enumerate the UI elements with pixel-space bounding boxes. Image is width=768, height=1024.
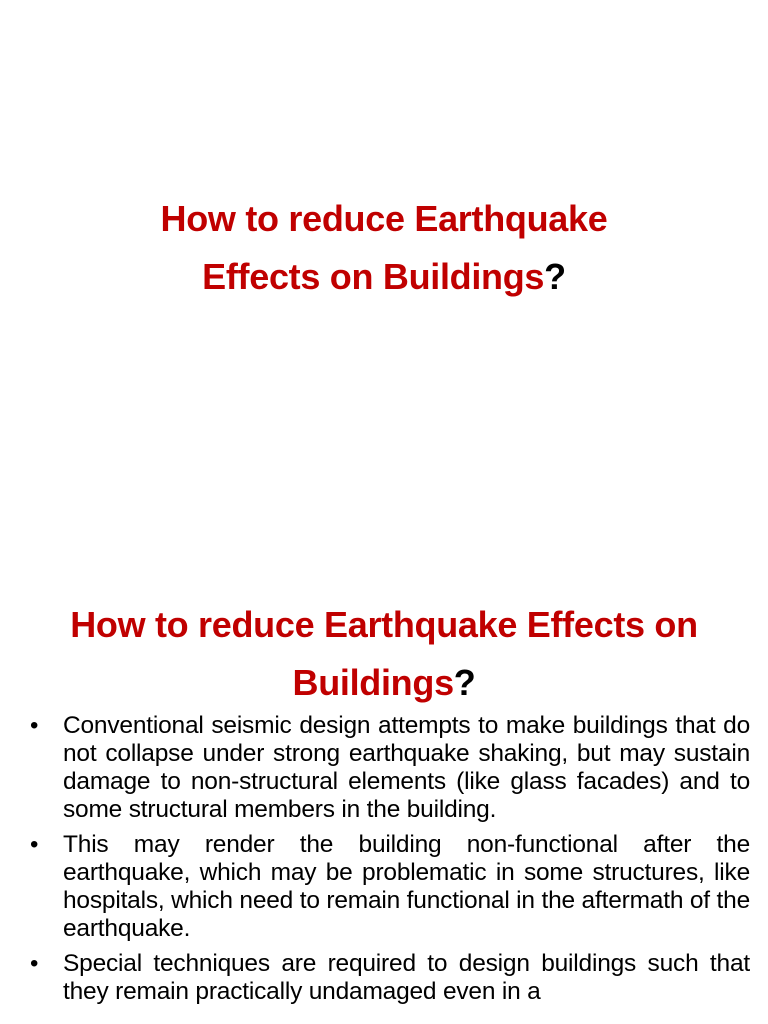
content-slide-title: [0, 596, 768, 711]
bullet-icon: •: [30, 950, 39, 977]
bullet-item-1: [30, 712, 750, 824]
bullet-text-2: This may render the building non-functional after the earthquake, which may be problematic in some structures, like hospitals, which need to remain functional in the aftermath of the earthquake.: [63, 831, 750, 942]
content-title-line-1: How to reduce Earthquake Effects on: [70, 604, 698, 645]
bullet-text-1: Conventional seismic design attempts to make buildings that do not collapse under strong earthquake shaking, but may sustain damage to non-structural elements (like glass facades) and to some structural members in the building.: [63, 712, 750, 823]
bullet-item-3: [30, 950, 750, 1006]
bullet-list: [30, 712, 750, 1013]
bullet-item-2: [30, 831, 750, 943]
bullet-icon: •: [30, 831, 39, 858]
content-slide: [0, 576, 768, 1024]
title-question-mark: ?: [544, 255, 566, 297]
content-title-question-mark: ?: [453, 661, 476, 703]
content-title-line-2: Buildings: [292, 661, 454, 703]
title-line-1: How to reduce Earthquake: [160, 198, 608, 239]
title-line-2: Effects on Buildings: [202, 255, 545, 297]
bullet-icon: •: [30, 712, 39, 739]
slide-title: [0, 190, 768, 305]
bullet-text-3: Special techniques are required to design buildings such that they remain practically undamaged even in a: [63, 950, 750, 1005]
